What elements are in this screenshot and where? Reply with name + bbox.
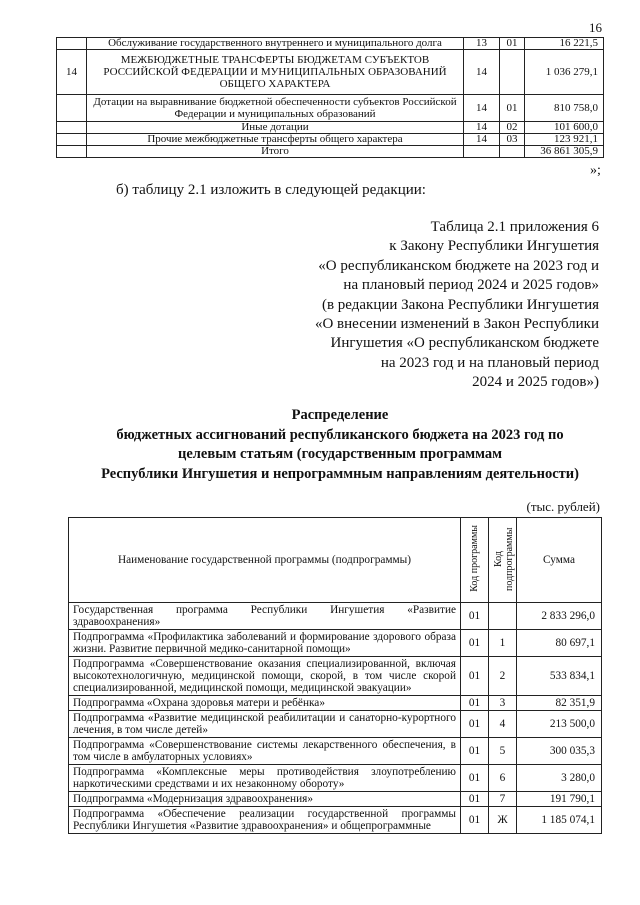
row-pr: 03 [500, 134, 525, 146]
program-name: Государственная программа Республики Ингушетия «Развитие здравоохранения» [69, 603, 461, 630]
program-name: Подпрограмма «Обеспечение реализации государственной программы Республики Ингушетия «Развитие здравоохранения» и общепрограммные [69, 807, 461, 834]
table-row [69, 792, 602, 807]
program-code: 01 [461, 603, 489, 630]
units-label: (тыс. рублей) [526, 499, 600, 514]
row-index [57, 38, 87, 50]
program-code: 01 [461, 765, 489, 792]
table-header-row [69, 518, 602, 603]
heading-line: бюджетных ассигнований республиканского бюджета на 2023 год по [116, 426, 564, 443]
table-row [69, 765, 602, 792]
appendix-line: Таблица 2.1 приложения 6 [430, 219, 599, 235]
row-rz: 14 [464, 95, 500, 122]
program-name: Подпрограмма «Совершенствование оказания специализированной, включая высокотехнологичную, медицинской помощи, скорой, в том числе скорой специализированной, медицинской помощи, медицинской эвакуации» [69, 657, 461, 696]
heading-line: Республики Ингушетия и непрограммным направлениям деятельности) [101, 465, 579, 482]
row-rz: 14 [464, 122, 500, 134]
appendix-line: к Закону Республики Ингушетия [389, 238, 599, 255]
program-amount: 300 035,3 [517, 738, 602, 765]
program-amount: 1 185 074,1 [517, 807, 602, 834]
row-amount: 810 758,0 [525, 95, 604, 122]
table-row [69, 807, 602, 834]
row-name: МЕЖБЮДЖЕТНЫЕ ТРАНСФЕРТЫ БЮДЖЕТАМ СУБЪЕКТОВ РОССИЙСКОЙ ФЕДЕРАЦИИ И МУНИЦИПАЛЬНЫХ ОБРАЗОВАНИЙ ОБЩЕГО ХАРАКТЕРА [87, 50, 464, 95]
closing-quote: »; [590, 163, 601, 178]
appendix-reference [240, 218, 599, 393]
row-rz: 13 [464, 38, 500, 50]
row-pr [500, 50, 525, 95]
row-pr: 01 [500, 95, 525, 122]
program-amount: 2 833 296,0 [517, 603, 602, 630]
program-code: 01 [461, 711, 489, 738]
table-row [57, 134, 604, 146]
subprogram-code: 7 [489, 792, 517, 807]
program-code: 01 [461, 738, 489, 765]
program-name: Подпрограмма «Совершенствование системы лекарственного обеспечения, в том числе в амбулаторных условиях» [69, 738, 461, 765]
program-distribution-table [68, 517, 602, 834]
header-subprogram-code: Код подпрограммы [489, 518, 517, 603]
table-row [69, 603, 602, 630]
subprogram-code: 6 [489, 765, 517, 792]
table-row [57, 95, 604, 122]
row-amount: 101 600,0 [525, 122, 604, 134]
subprogram-code [489, 603, 517, 630]
subprogram-code: 5 [489, 738, 517, 765]
row-name: Итого [87, 146, 464, 158]
row-amount: 123 921,1 [525, 134, 604, 146]
program-code: 01 [461, 696, 489, 711]
table-row-total [57, 146, 604, 158]
program-amount: 3 280,0 [517, 765, 602, 792]
subprogram-code: 3 [489, 696, 517, 711]
table-row [69, 657, 602, 696]
document-heading [60, 406, 620, 484]
row-index [57, 122, 87, 134]
subprogram-code: Ж [489, 807, 517, 834]
program-name: Подпрограмма «Развитие медицинской реабилитации и санаторно-курортного лечения, в том числе детей» [69, 711, 461, 738]
program-amount: 213 500,0 [517, 711, 602, 738]
program-amount: 191 790,1 [517, 792, 602, 807]
row-index [57, 95, 87, 122]
row-amount: 1 036 279,1 [525, 50, 604, 95]
program-amount: 533 834,1 [517, 657, 602, 696]
appendix-line: Ингушетия «О республиканском бюджете [330, 335, 599, 352]
row-rz: 14 [464, 50, 500, 95]
appendix-line: на плановый период 2024 и 2025 годов» [343, 277, 599, 294]
row-index [57, 146, 87, 158]
row-pr [500, 146, 525, 158]
appendix-line: «О республиканском бюджете на 2023 год и [318, 257, 599, 274]
intro-text: б) таблицу 2.1 изложить в следующей редакции: [116, 182, 426, 198]
table-row [57, 38, 604, 50]
table-row [69, 630, 602, 657]
header-amount: Сумма [517, 518, 602, 603]
program-amount: 80 697,1 [517, 630, 602, 657]
row-name: Иные дотации [87, 122, 464, 134]
subprogram-code: 2 [489, 657, 517, 696]
row-pr: 01 [500, 38, 525, 50]
table-row [69, 711, 602, 738]
budget-sections-table [56, 37, 604, 158]
row-name: Прочие межбюджетные трансферты общего характера [87, 134, 464, 146]
program-code: 01 [461, 657, 489, 696]
row-amount: 36 861 305,9 [525, 146, 604, 158]
program-amount: 82 351,9 [517, 696, 602, 711]
program-code: 01 [461, 792, 489, 807]
header-name: Наименование государственной программы (подпрограммы) [69, 518, 461, 603]
row-pr: 02 [500, 122, 525, 134]
program-name: Подпрограмма «Комплексные меры противодействия злоупотреблению наркотическими средствами и их незаконному обороту» [69, 765, 461, 792]
table-row [57, 50, 604, 95]
subprogram-code: 1 [489, 630, 517, 657]
page-number: 16 [589, 20, 602, 35]
heading-line: целевым статьям (государственным программам [178, 446, 502, 462]
row-name: Обслуживание государственного внутреннего и муниципального долга [87, 38, 464, 50]
appendix-line: «О внесении изменений в Закон Республики [314, 316, 599, 333]
table-row [69, 738, 602, 765]
program-code: 01 [461, 630, 489, 657]
row-name: Дотации на выравнивание бюджетной обеспеченности субъектов Российской Федерации и муниципальных образований [87, 95, 464, 122]
row-index [57, 134, 87, 146]
table-row [57, 122, 604, 134]
program-name: Подпрограмма «Охрана здоровья матери и ребёнка» [69, 696, 461, 711]
program-name: Подпрограмма «Профилактика заболеваний и формирование здорового образа жизни. Развитие первичной медико-санитарной помощи» [69, 630, 461, 657]
program-code: 01 [461, 807, 489, 834]
appendix-line: 2024 и 2025 годов») [472, 374, 599, 391]
row-index: 14 [57, 50, 87, 95]
row-rz: 14 [464, 134, 500, 146]
table-row [69, 696, 602, 711]
program-name: Подпрограмма «Модернизация здравоохранения» [69, 792, 461, 807]
heading-line: Распределение [291, 407, 389, 423]
header-program-code: Код программы [461, 518, 489, 603]
appendix-line: на 2023 год и на плановый период [380, 354, 599, 371]
appendix-line: (в редакции Закона Республики Ингушетия [321, 296, 599, 313]
row-rz [464, 146, 500, 158]
row-amount: 16 221,5 [525, 38, 604, 50]
subprogram-code: 4 [489, 711, 517, 738]
